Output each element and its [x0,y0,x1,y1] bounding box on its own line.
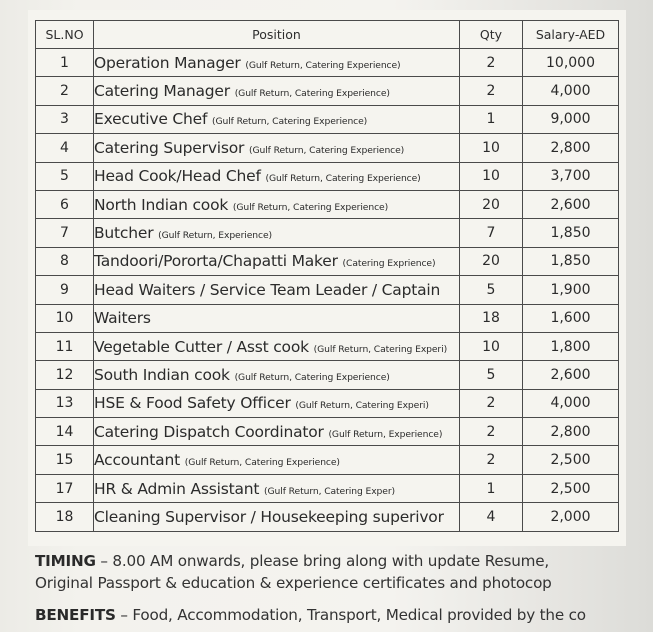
cell-position [94,247,460,275]
position-note: (Gulf Return, Catering Experience) [265,173,421,185]
cell-salary: 10,000 [523,49,619,77]
position-title: HR & Admin Assistant [94,479,260,498]
cell-sl-no: 12 [36,361,94,389]
cell-qty: 20 [460,190,523,218]
position-title: Catering Dispatch Coordinator [94,422,324,441]
table-row [36,332,619,360]
table-row [36,134,619,162]
cell-qty: 2 [460,49,523,77]
timing-label: TIMING [35,552,96,570]
cell-salary: 2,800 [523,418,619,446]
cell-position [94,418,460,446]
cell-qty: 2 [460,389,523,417]
cell-position [94,304,460,332]
position-note: (Gulf Return, Catering Experience) [248,144,405,156]
position-note: (Catering Exprience) [342,258,436,270]
cell-salary: 3,700 [523,162,619,190]
header-position: Position [94,21,460,49]
cell-sl-no: 4 [36,134,94,162]
table-row [36,105,619,133]
cell-salary: 4,000 [523,77,619,105]
position-title: Cleaning Supervisor / Housekeeping superivor [94,507,444,526]
table-row [36,247,619,275]
position-title: South Indian cook [94,365,230,384]
cell-salary: 4,000 [523,389,619,417]
table-row [36,77,619,105]
timing-line-2: Original Passport & education & experience certificates and photocop [35,574,552,592]
position-title: Operation Manager [94,53,241,72]
position-title: Head Cook/Head Chef [94,167,261,186]
cell-salary: 2,000 [523,503,619,531]
position-note: (Gulf Return, Catering Experience) [234,88,390,100]
position-note: (Gulf Return, Catering Experience) [234,371,390,383]
cell-qty: 7 [460,219,523,247]
table-row [36,219,619,247]
header-sl-no: SL.NO [36,21,94,49]
cell-position [94,162,460,190]
position-title: Catering Supervisor [94,138,245,157]
table-row [36,474,619,502]
table-row [36,49,619,77]
benefits-label: BENEFITS [35,606,116,624]
cell-salary: 2,600 [523,190,619,218]
cell-salary: 9,000 [523,105,619,133]
cell-sl-no: 5 [36,162,94,190]
table-row [36,503,619,531]
cell-qty: 10 [460,134,523,162]
cell-salary: 1,900 [523,276,619,304]
cell-qty: 1 [460,105,523,133]
position-note: (Gulf Return, Catering Experi) [313,343,448,355]
cell-qty: 4 [460,503,523,531]
cell-position [94,219,460,247]
cell-position [94,474,460,502]
cell-sl-no: 10 [36,304,94,332]
position-title: Tandoori/Pororta/Chapatti Maker [94,252,338,271]
cell-sl-no: 2 [36,77,94,105]
header-salary: Salary-AED [523,21,619,49]
cell-position [94,503,460,531]
cell-salary: 1,800 [523,332,619,360]
position-note: (Gulf Return, Experience) [158,230,273,242]
cell-sl-no: 3 [36,105,94,133]
header-qty: Qty [460,21,523,49]
cell-salary: 2,800 [523,134,619,162]
table-header-row [36,21,619,49]
cell-sl-no: 17 [36,474,94,502]
cell-sl-no: 6 [36,190,94,218]
cell-sl-no: 13 [36,389,94,417]
cell-salary: 2,600 [523,361,619,389]
position-title: Accountant [94,451,180,470]
cell-position [94,361,460,389]
position-note: (Gulf Return, Catering Experience) [211,116,368,128]
position-title: Catering Manager [94,82,230,101]
table-row [36,389,619,417]
cell-qty: 18 [460,304,523,332]
cell-sl-no: 9 [36,276,94,304]
cell-salary: 1,600 [523,304,619,332]
position-title: Vegetable Cutter / Asst cook [94,337,309,356]
timing-line-1 [35,552,653,570]
cell-salary: 1,850 [523,247,619,275]
cell-position [94,134,460,162]
position-title: Butcher [94,224,154,243]
cell-position [94,276,460,304]
position-note: (Gulf Return, Catering Experience) [245,59,401,71]
cell-qty: 2 [460,77,523,105]
cell-position [94,49,460,77]
position-title: Waiters [94,309,151,328]
table-row [36,276,619,304]
cell-salary: 2,500 [523,446,619,474]
cell-position [94,190,460,218]
table-row [36,446,619,474]
benefits-text: – Food, Accommodation, Transport, Medical provided by the co [115,606,586,624]
cell-sl-no: 1 [36,49,94,77]
position-note: (Gulf Return, Catering Experience) [232,201,389,213]
cell-position [94,332,460,360]
table-row [36,190,619,218]
table-row [36,418,619,446]
cell-qty: 2 [460,418,523,446]
position-title: Head Waiters / Service Team Leader / Captain [94,280,441,299]
cell-qty: 5 [460,276,523,304]
position-title: North Indian cook [94,195,229,214]
cell-sl-no: 7 [36,219,94,247]
benefits-line [35,606,653,624]
cell-position [94,77,460,105]
cell-sl-no: 18 [36,503,94,531]
timing-text-1: – 8.00 AM onwards, please bring along with update Resume, [95,552,550,570]
cell-qty: 20 [460,247,523,275]
table-row [36,304,619,332]
cell-qty: 10 [460,162,523,190]
cell-qty: 5 [460,361,523,389]
position-note: (Gulf Return, Experience) [328,428,443,440]
cell-sl-no: 11 [36,332,94,360]
cell-sl-no: 14 [36,418,94,446]
position-note: (Gulf Return, Catering Exper) [264,485,396,497]
table-row [36,162,619,190]
position-note: (Gulf Return, Catering Experience) [184,457,340,469]
cell-position [94,105,460,133]
cell-position [94,389,460,417]
cell-qty: 10 [460,332,523,360]
cell-qty: 2 [460,446,523,474]
cell-salary: 2,500 [523,474,619,502]
cell-sl-no: 15 [36,446,94,474]
position-title: HSE & Food Safety Officer [94,394,291,413]
position-note: (Gulf Return, Catering Experi) [295,400,429,412]
cell-sl-no: 8 [36,247,94,275]
table-row [36,361,619,389]
job-vacancy-table [35,20,619,532]
cell-position [94,446,460,474]
cell-salary: 1,850 [523,219,619,247]
cell-qty: 1 [460,474,523,502]
position-title: Executive Chef [94,110,208,129]
